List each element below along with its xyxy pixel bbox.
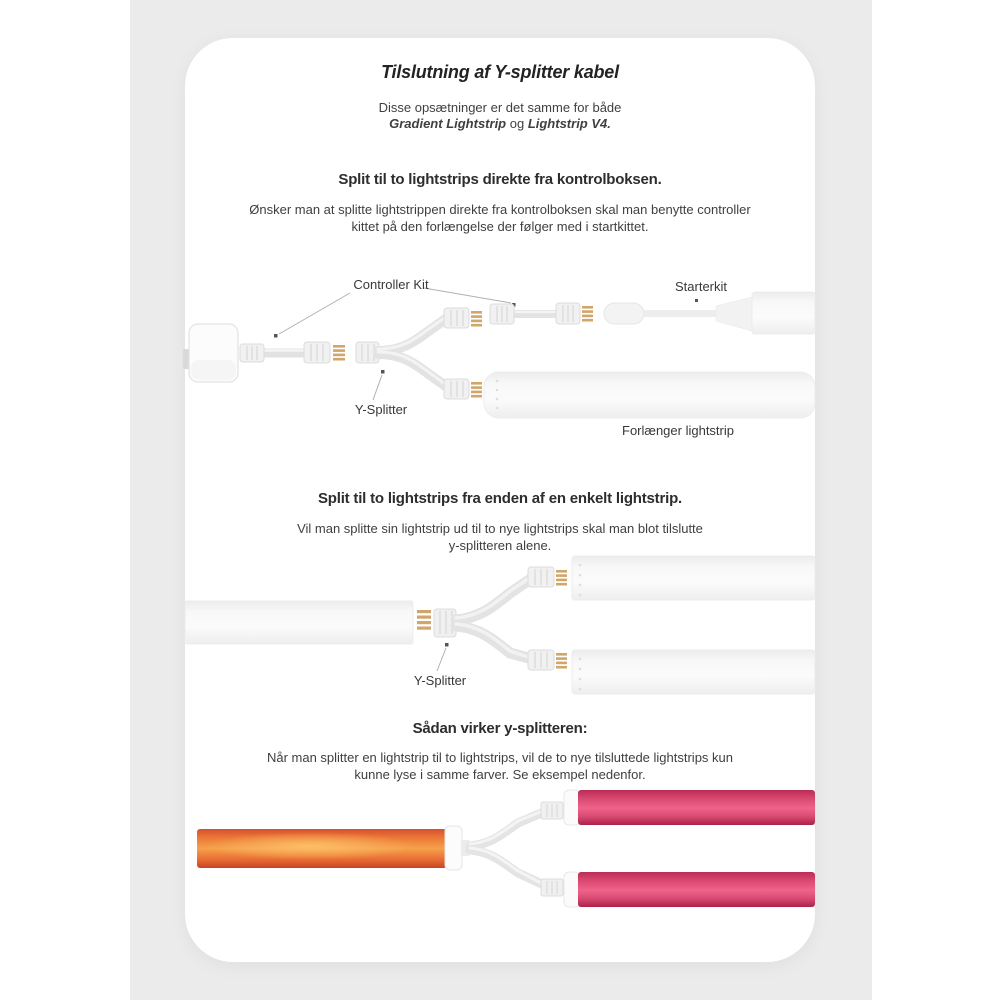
y-splitter-dot-1 [381,370,385,374]
top-right-lightstrip [572,556,815,600]
bottom-right-lightstrip [572,650,815,694]
subtitle-line2 [185,116,815,131]
left-lightstrip [185,601,413,644]
starterkit-dot [695,299,698,302]
section1-body-line1: Ønsker man at splitte lightstrippen direkte fra kontrolboksen skal man benytte controller [249,202,751,217]
page-title: Tilslutning af Y-splitter kabel [381,62,619,82]
y-splitter-dot-2 [445,643,449,647]
subtitle-product-2: Lightstrip V4. [527,116,611,131]
strip-end-pins [417,610,431,630]
section2-body-line2: y-splitteren alene. [448,538,552,553]
forlaenger-lightstrip-label: Forlænger lightstrip [622,423,734,438]
starterkit-label: Starterkit [674,279,727,294]
diagram-controller-split [183,288,815,418]
subtitle-line1: Disse opsætninger er det samme for både [378,100,622,115]
controller-kit-cable [240,342,345,363]
section3-body-line2: kunne lyse i samme farver. Se eksempel nedenfor. [354,767,646,782]
orange-lightstrip [197,829,447,868]
subtitle-conjunction: og [506,116,528,131]
connector-pins [333,345,345,361]
section1-heading: Split til to lightstrips direkte fra kontrolboksen. [338,171,662,188]
section2-heading: Split til to lightstrips fra enden af en enkelt lightstrip. [317,490,683,507]
y-splitter-cable-1 [356,308,482,399]
controller-kit-dot-left [274,334,278,338]
section1-body-line2: kittet på den forlængelse der følger med i startkittet. [351,219,649,234]
diagram-color-example [197,790,815,907]
forlaenger-strip [484,372,815,418]
y-splitter-label-1: Y-Splitter [354,402,408,417]
y-splitter-cable-3 [445,802,563,896]
section3-body-line1: Når man splitter en lightstrip til to lightstrips, vil de to nye tilsluttede lightstrips kun [266,750,734,765]
subtitle-product-1: Gradient Lightstrip [389,116,507,131]
controller-kit-cable-2 [490,303,593,324]
section3-heading: Sådan virker y-splitteren: [412,720,588,737]
diagram-end-split [185,556,815,694]
pink-lightstrip-top [564,790,815,825]
pink-lightstrip-bottom [564,872,815,907]
starterkit-strip [604,292,815,334]
controller-kit-label: Controller Kit [353,277,429,292]
y-splitter-label-2: Y-Splitter [413,673,467,688]
y-splitter-cable-2 [434,567,567,670]
section2-body-line1: Vil man splitte sin lightstrip ud til to nye lightstrips skal man blot tilslutte [297,521,703,536]
controller-box [183,324,238,382]
